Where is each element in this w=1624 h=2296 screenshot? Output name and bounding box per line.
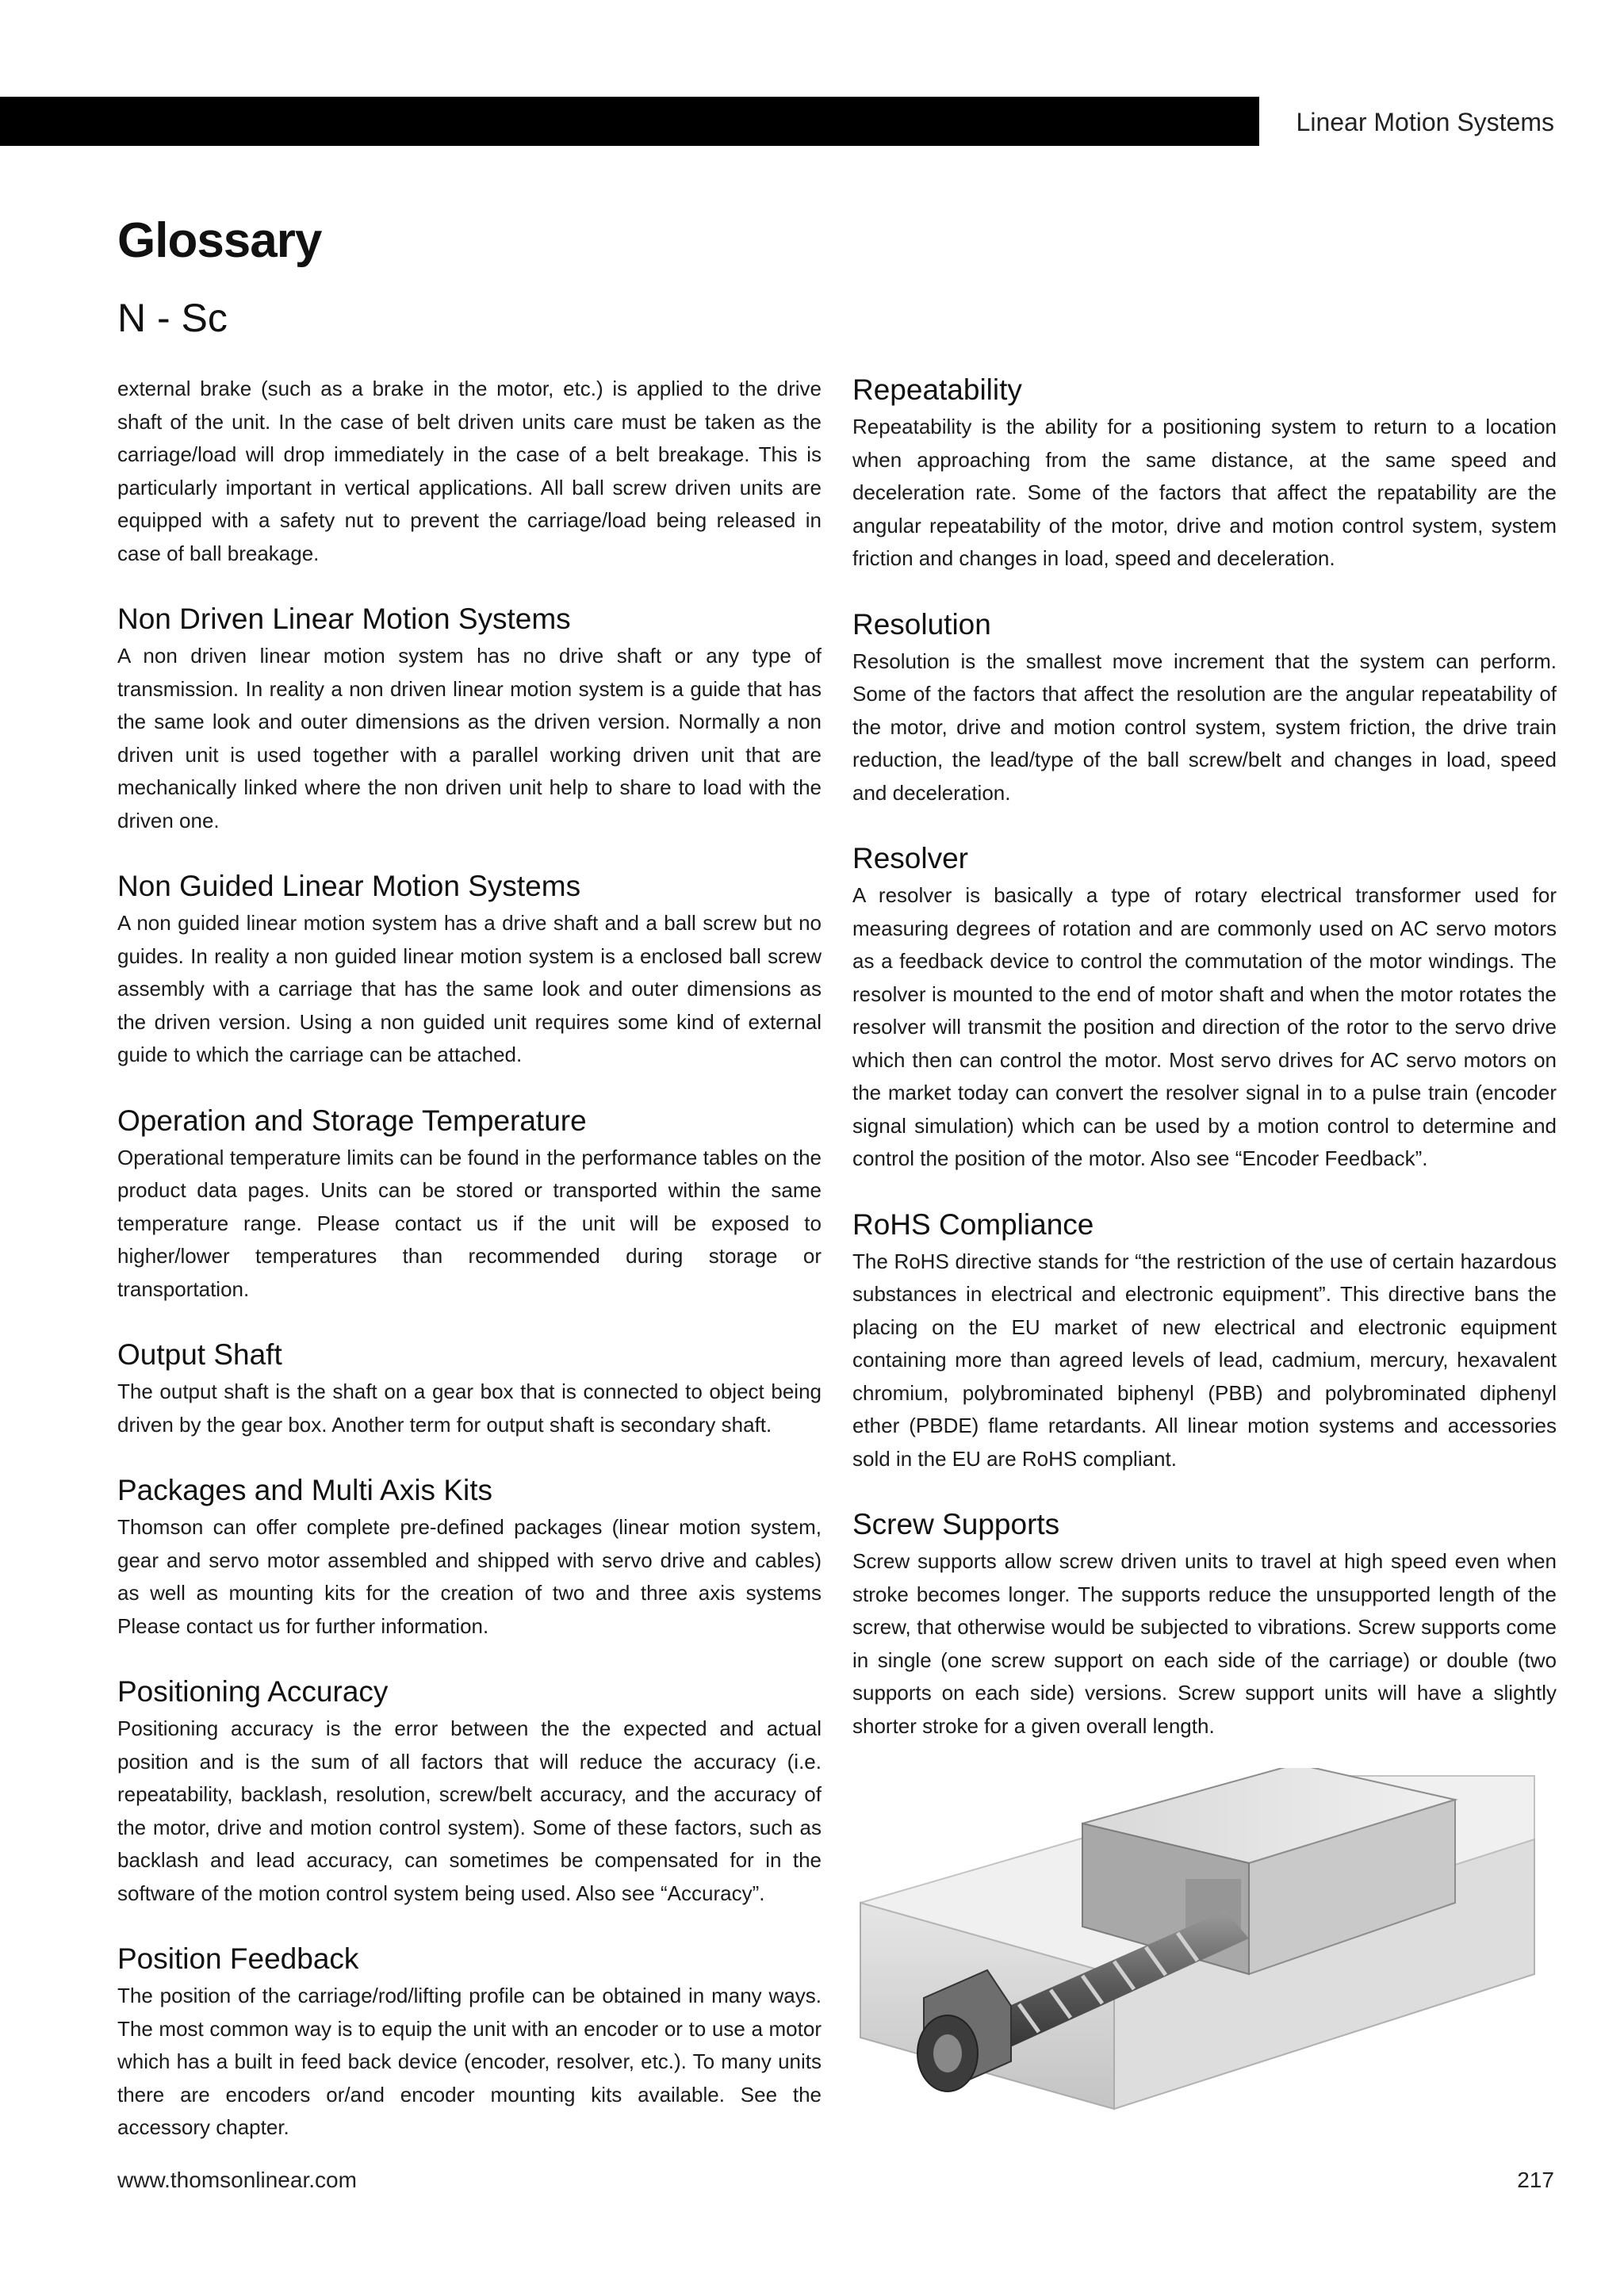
entry-body: A non guided linear motion system has a drive shaft and a ball screw but no guides. In reality a non guided linear motion system is a enclosed ball screw assembly with a carriage that has the same look and outer dimensions as the driven version. Using a non guided unit requires some kind of external guide to which the carriage can be attached. xyxy=(117,911,822,1066)
entry-body: Thomson can offer complete pre-defined packages (linear motion system, gear and servo motor assembled and shipped with servo drive and cables) as well as mounting kits for the creation of two and three axis systems Please contact us for further information. xyxy=(117,1515,822,1638)
entry-body: Positioning accuracy is the error between the the expected and actual position and is the sum of all factors that will reduce the accuracy (i.e. repeatability, backlash, resolution, screw/belt accuracy, and the accuracy of the motor, drive and motion control system). Some of these factors, such as backlash and lead accuracy, can sometimes be compensated for in the software of the motion control system being used. Also see “Accuracy”. xyxy=(117,1716,822,1905)
entry-body: Operational temperature limits can be found in the performance tables on the product data pages. Units can be stored or transported within the same temperature range. Please contact us if the unit will be exposed to higher/lower temperatures than recommended during storage or transportation. xyxy=(117,1145,822,1301)
entry-title: Packages and Multi Axis Kits xyxy=(117,1474,492,1506)
screw-support-illustration xyxy=(852,1768,1550,2164)
glossary-entry-output-shaft xyxy=(117,1337,822,1441)
entry-body: Resolution is the smallest move increment that the system can perform. Some of the factors that affect the resolution are the angular repeatability of the motor, drive and motion control system, system friction, the drive train reduction, the lead/type of the ball screw/belt and changes in load, speed and deceleration. xyxy=(852,649,1557,805)
glossary-entry-non-driven xyxy=(117,602,822,837)
page-number: 217 xyxy=(1517,2168,1554,2192)
entry-body: A resolver is basically a type of rotary electrical transformer used for measuring degrees of rotation and are commonly used on AC servo motors as a feedback device to control the commutation of the motor windings. The resolver is mounted to the end of motor shaft and when the motor rotates the resolver will transmit the position and direction of the rotor to the servo drive which then can control the motor. Most servo drives for AC servo motors on the market today can convert the resolver signal in to a pulse train (encoder signal simulation) which can be used by a motion control to determine and control the position of the motor. Also see “Encoder Feedback”. xyxy=(852,883,1557,1170)
header-bar xyxy=(0,97,1259,146)
glossary-entry-positioning-accuracy xyxy=(117,1674,822,1910)
footer-url[interactable]: www.thomsonlinear.com xyxy=(117,2168,357,2192)
glossary-entry-packages xyxy=(117,1473,822,1643)
entry-title: RoHS Compliance xyxy=(852,1207,1094,1241)
glossary-entry-resolution xyxy=(852,607,1557,810)
glossary-entry-resolver xyxy=(852,841,1557,1176)
header-title: Linear Motion Systems xyxy=(1296,108,1554,136)
glossary-entry-non-guided xyxy=(117,869,822,1072)
entry-title: Position Feedback xyxy=(117,1942,359,1975)
glossary-entry-operation-temperature xyxy=(117,1104,822,1307)
glossary-entry-repeatability xyxy=(852,373,1557,576)
glossary-entry-screw-supports xyxy=(852,1507,1557,1743)
continued-paragraph: external brake (such as a brake in the motor, etc.) is applied to the drive shaft of the unit. In the case of belt driven units care must be taken as the carriage/load will drop immediately in the case of a belt breakage. This is particularly important in vertical applications. All ball screw driven units are equipped with a safety nut to prevent the carriage/load being released in case of ball breakage. xyxy=(117,377,822,565)
entry-title: Resolution xyxy=(852,607,991,641)
glossary-entry-rohs xyxy=(852,1207,1557,1476)
entry-body: The RoHS directive stands for “the restriction of the use of certain hazardous substances in electrical and electronic equipment”. This directive bans the placing on the EU market of new electrical and electronic equipment containing more than agreed levels of lead, cadmium, mercury, hexavalent chromium, polybrominated biphenyl (PBB) and polybrominated diphenyl ether (PBDE) flame retardants. All linear motion systems and accessories sold in the EU are RoHS compliant. xyxy=(852,1249,1557,1471)
entry-body: The output shaft is the shaft on a gear box that is connected to object being driven by the gear box. Another term for output shaft is secondary shaft. xyxy=(117,1380,822,1437)
entry-title: Non Driven Linear Motion Systems xyxy=(117,603,571,635)
entry-body: Repeatability is the ability for a positioning system to return to a location when approaching from the same distance, at the same speed and deceleration rate. Some of the factors that affect the repatability are the angular repeatability of the motor, drive and motion control system, system friction and changes in load, speed and deceleration. xyxy=(852,415,1557,570)
entry-title: Output Shaft xyxy=(117,1338,282,1371)
entry-title: Repeatability xyxy=(852,373,1022,406)
entry-title: Positioning Accuracy xyxy=(117,1675,389,1708)
entry-body: Screw supports allow screw driven units to travel at high speed even when stroke becomes longer. The supports reduce the unsupported length of the screw, that otherwise would be subjected to vibrations. Screw supports come in single (one screw support on each side of the carriage) or double (two supports on each side) versions. Screw support units will have a slightly shorter stroke for a given overall length. xyxy=(852,1549,1557,1738)
entry-body: A non driven linear motion system has no drive shaft or any type of transmission. In reality a non driven linear motion system is a guide that has the same look and outer dimensions as the driven version. Normally a non driven unit is used together with a parallel working driven unit that are mechanically linked where the non driven unit help to share to load with the driven one. xyxy=(117,644,822,832)
entry-title: Operation and Storage Temperature xyxy=(117,1104,587,1137)
page-subtitle: N - Sc xyxy=(117,296,228,340)
right-column xyxy=(852,373,1557,1774)
page-title: Glossary xyxy=(117,213,322,268)
entry-title: Resolver xyxy=(852,842,968,874)
entry-body: The position of the carriage/rod/lifting profile can be obtained in many ways. The most common way is to equip the unit with an encoder or to use a motor which has a built in feed back device (encoder, resolver, etc.). To many units there are encoders or/and encoder mounting kits available. See the accessory chapter. xyxy=(117,1984,822,2139)
entry-title: Non Guided Linear Motion Systems xyxy=(117,870,581,902)
entry-title: Screw Supports xyxy=(852,1508,1060,1540)
left-column xyxy=(117,373,822,2176)
glossary-entry-position-feedback xyxy=(117,1942,822,2145)
